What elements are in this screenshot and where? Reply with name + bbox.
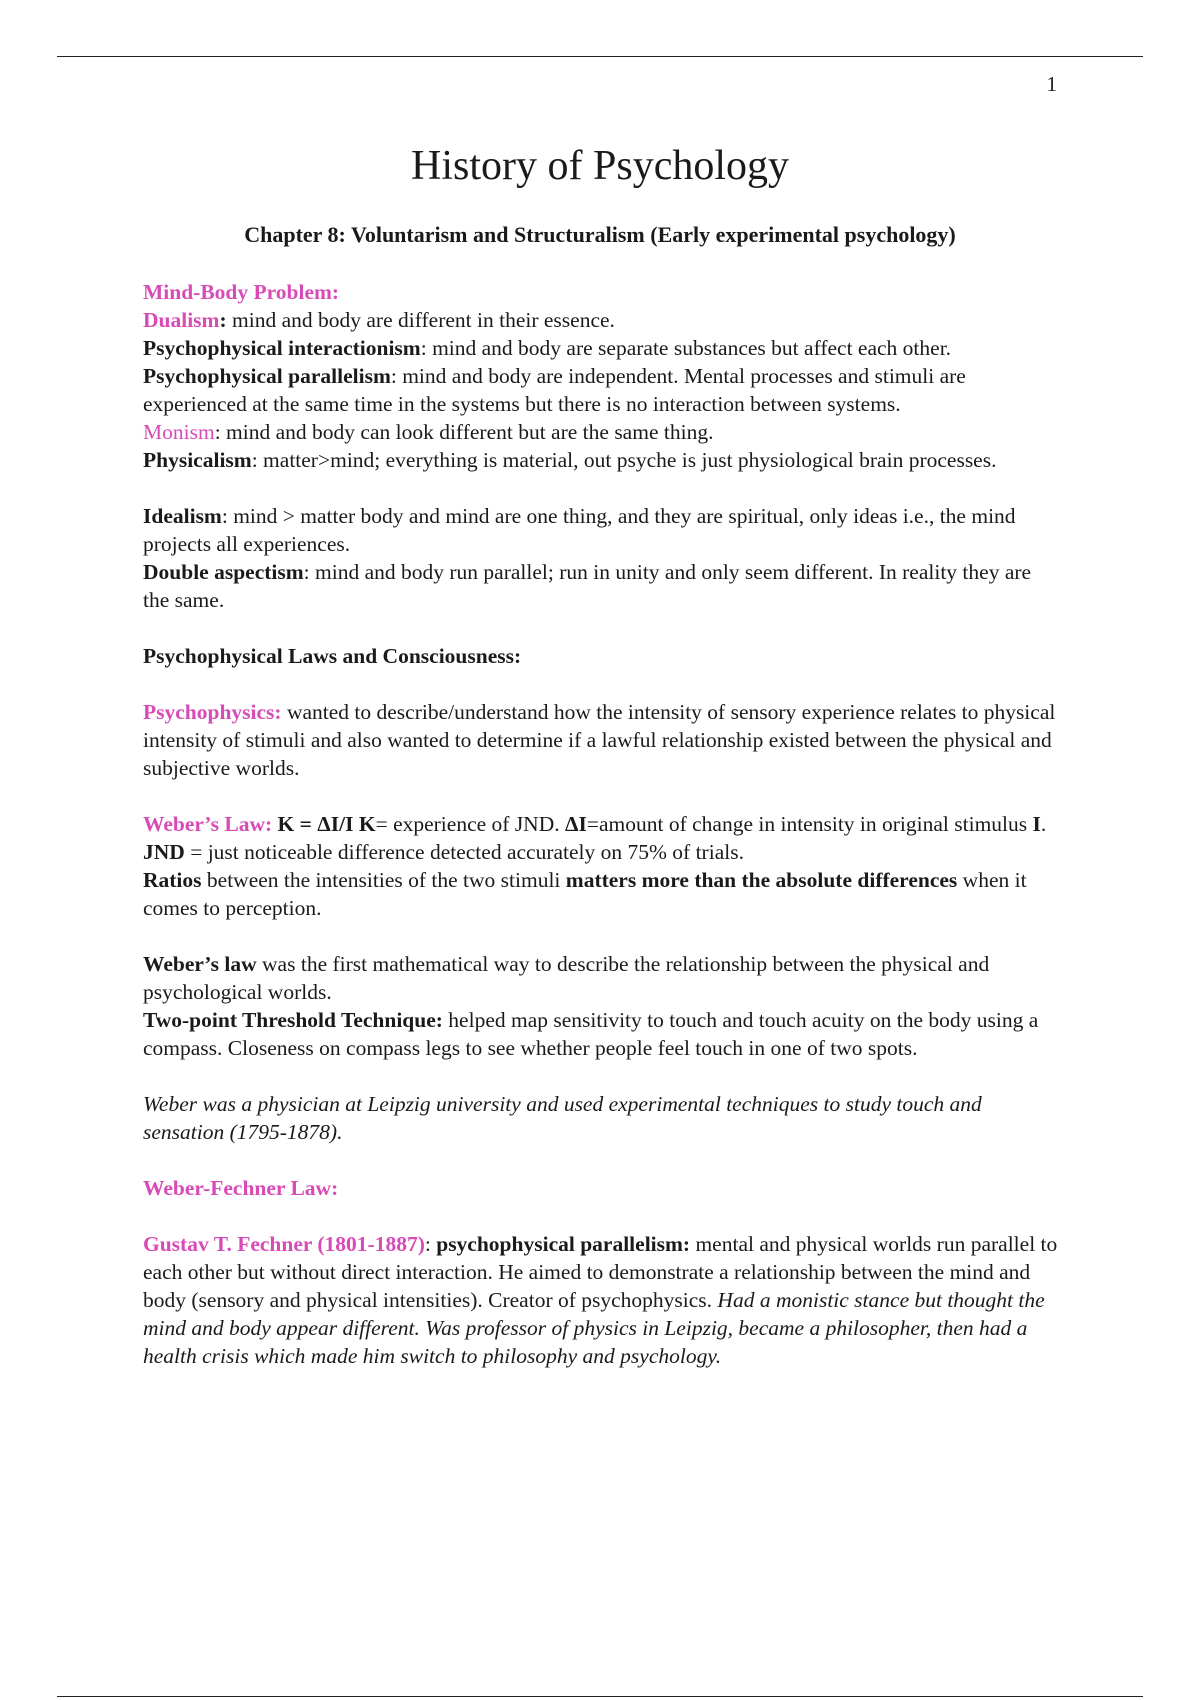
two-point-paragraph: Two-point Threshold Technique: helped map sensitivity to touch and touch acuity on the body using a compass. Closeness on compass legs to see whether people feel touch in one of two spots. xyxy=(143,1008,1039,1060)
top-rule xyxy=(57,56,1143,57)
weber-law-paragraph: Weber’s Law: K = ΔI/I K= experience of JND. ΔI=amount of change in intensity in original stimulus I. JND = just noticeable difference detected accurately on 75% of trials. xyxy=(143,812,1047,864)
monism-paragraph: Monism: mind and body can look different but are the same thing. xyxy=(143,420,714,444)
document-body xyxy=(143,278,1061,1370)
interactionism-paragraph: Psychophysical interactionism: mind and body are separate substances but affect each other. xyxy=(143,336,952,360)
weber-first-paragraph: Weber’s law was the first mathematical way to describe the relationship between the physical and psychological worlds. xyxy=(143,952,990,1004)
psychophysics-paragraph: Psychophysics: wanted to describe/understand how the intensity of sensory experience relates to physical intensity of stimuli and also wanted to determine if a lawful relationship existed between the physical and subjective worlds. xyxy=(143,700,1056,780)
dualism-paragraph: Dualism: mind and body are different in their essence. xyxy=(143,308,615,332)
weber-fechner-heading: Weber-Fechner Law: xyxy=(143,1176,339,1200)
laws-heading: Psychophysical Laws and Consciousness: xyxy=(143,644,522,668)
mind-body-heading: Mind-Body Problem: xyxy=(143,280,340,304)
page-number: 1 xyxy=(1046,72,1057,96)
parallelism-paragraph: Psychophysical parallelism: mind and body are independent. Mental processes and stimuli are experienced at the same time in the systems but there is no interaction between systems. xyxy=(143,364,966,416)
physicalism-paragraph: Physicalism: matter>mind; everything is material, out psyche is just physiological brain processes. xyxy=(143,448,997,472)
ratios-paragraph: Ratios between the intensities of the two stimuli matters more than the absolute differences when it comes to perception. xyxy=(143,868,1027,920)
aspectism-paragraph: Double aspectism: mind and body run parallel; run in unity and only seem different. In reality they are the same. xyxy=(143,560,1032,612)
page-title: History of Psychology xyxy=(411,143,789,189)
weber-bio: Weber was a physician at Leipzig university and used experimental techniques to study touch and sensation (1795-1878). xyxy=(143,1092,982,1144)
chapter-heading: Chapter 8: Voluntarism and Structuralism (Early experimental psychology) xyxy=(244,222,956,247)
idealism-paragraph: Idealism: mind > matter body and mind are one thing, and they are spiritual, only ideas i.e., the mind projects all experiences. xyxy=(143,504,1016,556)
fechner-paragraph: Gustav T. Fechner (1801-1887): psychophysical parallelism: mental and physical worlds run parallel to each other but without direct interaction. He aimed to demonstrate a relationship between the mind and body (sensory and physical intensities). Creator of psychophysics. Had a monistic stance but thought the mind and body appear different. Was professor of physics in Leipzig, became a philosopher, then had a health crisis which made him switch to philosophy and psychology. xyxy=(143,1232,1058,1368)
bottom-rule xyxy=(57,1696,1143,1697)
